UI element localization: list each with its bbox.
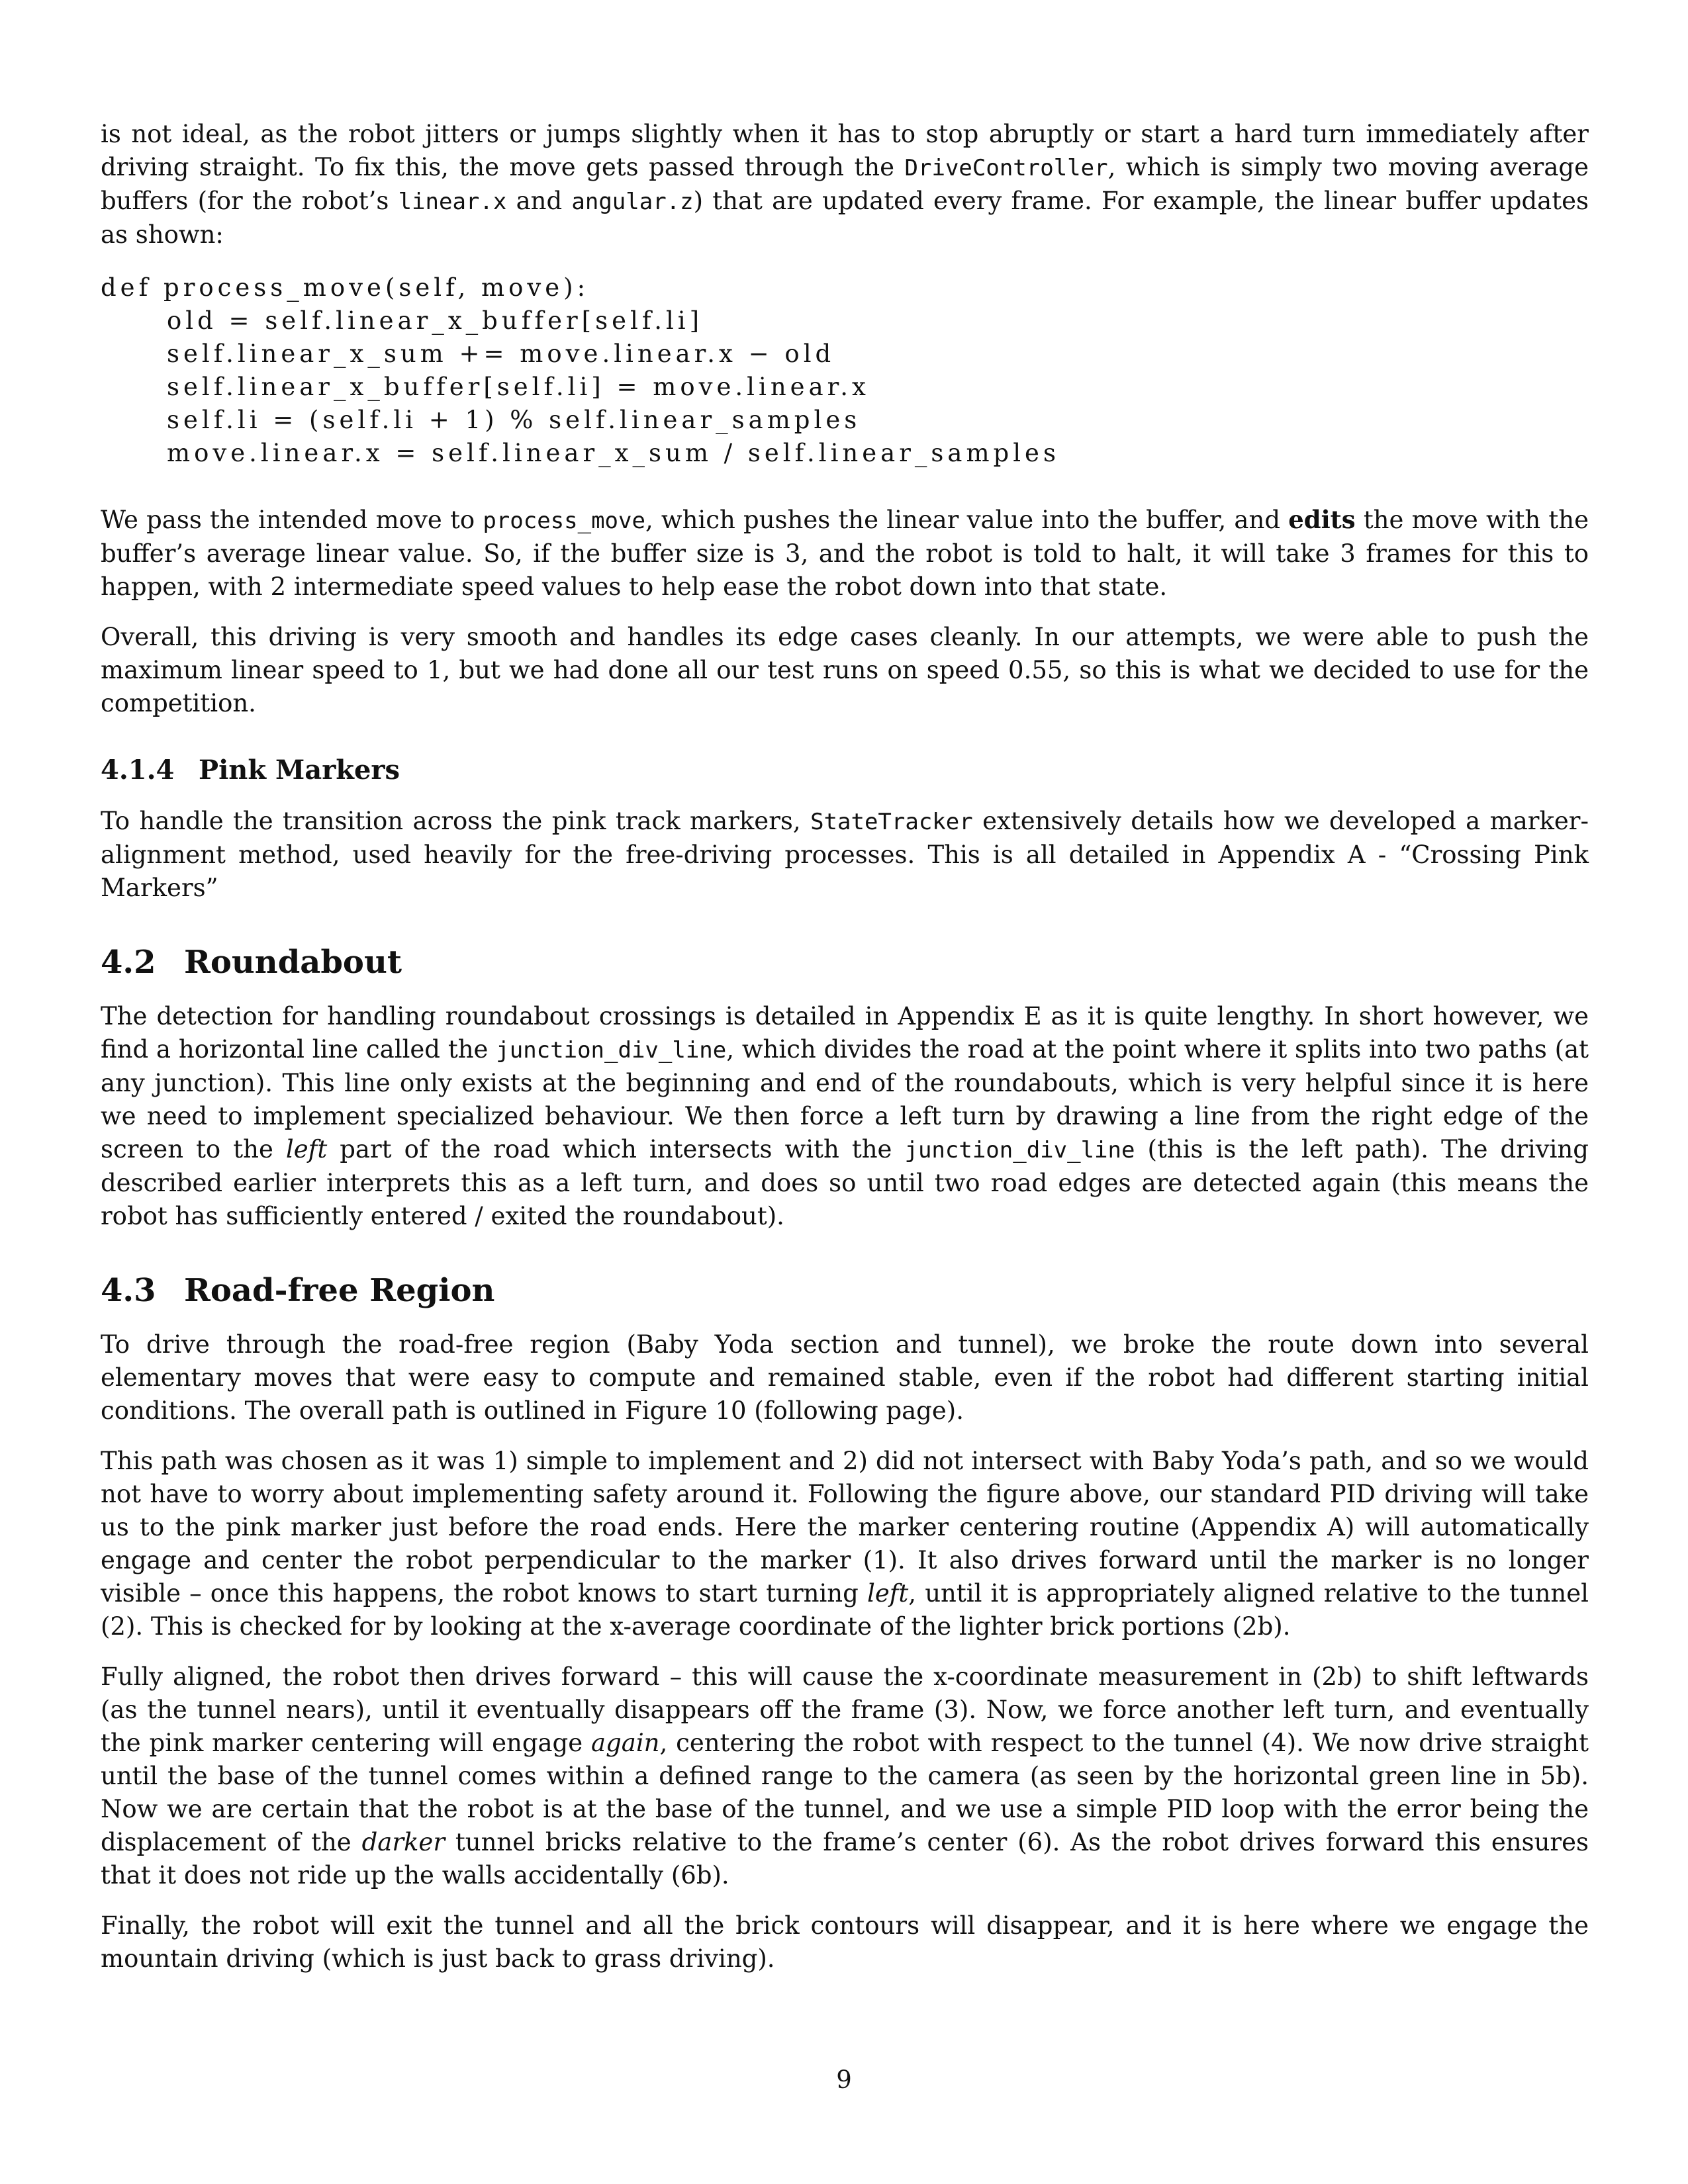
code-line: move.linear.x = self.linear_x_sum / self.linear_samples <box>167 439 1060 467</box>
page-number: 9 <box>836 2066 852 2094</box>
inline-code-process-move: process_move <box>483 508 645 534</box>
paragraph-process-move <box>101 503 1589 604</box>
section-title: Road-free Region <box>184 1272 495 1309</box>
text-span: This path was chosen as it was 1) simple to implement and 2) did not intersect with Baby Yoda’s path, and so we would not have to worry about implementing safety around it. Following the figure above, our standard PID driving will take us to the pink marker just before the road ends. Here the marker centering routine (Appendix A) will automatically engage and center the robot perpendicular to the marker (1). It also drives forward until the marker is no longer visible – once this happens, the robot knows to start turning <box>101 1447 1589 1608</box>
section-heading-roundabout <box>101 943 1589 981</box>
paragraph-drive-controller <box>101 118 1589 251</box>
section-number: 4.3 <box>101 1272 156 1309</box>
code-line: self.linear_x_sum += move.linear.x − old <box>167 340 835 368</box>
section-heading-road-free-region <box>101 1271 1589 1310</box>
text-span: extensively details how we developed a marker-alignment method, used heavily for the free-driving processes. This is all detailed in Appendix A - “Crossing Pink Markers” <box>101 807 1589 902</box>
text-span: , until it is appropriately aligned relative to the tunnel (2). This is checked for by looking at the x-average coordinate of the lighter brick portions (2b). <box>101 1579 1589 1641</box>
section-number: 4.1.4 <box>101 754 175 786</box>
italic-text: left <box>867 1579 909 1608</box>
paragraph-overall-driving: Overall, this driving is very smooth and handles its edge cases cleanly. In our attempts, we were able to push the maximum linear speed to 1, but we had done all our test runs on speed 0.55, so this is what we decided to use for the competition. <box>101 623 1589 717</box>
section-title: Roundabout <box>184 944 402 981</box>
code-line: self.li = (self.li + 1) % self.linear_samples <box>167 406 861 434</box>
paragraph-path-choice <box>101 1445 1589 1643</box>
text-span: is not ideal, as the robot jitters or jumps slightly when it has to stop abruptly or start a hard turn immediately after driving straight. To fix this, the move gets passed through the <box>101 120 1589 181</box>
italic-text: left <box>285 1135 328 1163</box>
paragraph-road-free-intro: To drive through the road-free region (Baby Yoda section and tunnel), we broke the route down into several elementary moves that were easy to compute and remained stable, even if the robot had different starting initial conditions. The overall path is outlined in Figure 10 (following page). <box>101 1330 1589 1425</box>
text-span: (this is the left path). The driving described earlier interprets this as a left turn, and does so until two road edges are detected again (this means the robot has sufficiently entered / exited the roundabout). <box>101 1135 1589 1230</box>
paragraph-roundabout <box>101 1000 1589 1233</box>
text-span: , which divides the road at the point where it splits into two paths (at any junction). This line only exists at the beginning and end of the roundabouts, which is very helpful since it is here we need to implement specialized behaviour. We then force a left turn by drawing a line from the right edge of the screen to the <box>101 1035 1589 1163</box>
page-content <box>101 118 1589 1993</box>
text-span: , which is simply two moving average buffers (for the robot’s <box>101 153 1589 215</box>
text-span: We pass the intended move to <box>101 506 483 534</box>
code-line: old = self.linear_x_buffer[self.li] <box>167 306 704 335</box>
inline-code-linear-x: linear.x <box>398 189 507 215</box>
italic-text: darker <box>361 1828 445 1856</box>
text-span: tunnel bricks relative to the frame’s center (6). As the robot drives forward this ensures that it does not ride up the walls accidentally (6b). <box>101 1828 1589 1889</box>
italic-text: again <box>591 1729 660 1757</box>
inline-code-statetracker: StateTracker <box>810 809 973 835</box>
code-line: def process_move(self, move): <box>101 273 590 302</box>
subsection-heading-pink-markers <box>101 753 1589 788</box>
text-span: To handle the transition across the pink track markers, <box>101 807 811 835</box>
bold-text: edits <box>1288 505 1356 534</box>
text-span: and <box>506 187 572 215</box>
code-listing <box>101 271 1589 470</box>
text-span: The detection for handling roundabout crossings is detailed in Appendix E as it is quite lengthy. In short however, we find a horizontal line called the <box>101 1002 1589 1064</box>
inline-code-junction-div-line: junction_div_line <box>904 1137 1135 1163</box>
text-span: part of the road which intersects with the <box>327 1135 905 1163</box>
paragraph-tunnel-exit: Finally, the robot will exit the tunnel and all the brick contours will disappear, and it is here where we engage the mountain driving (which is just back to grass driving). <box>101 1911 1589 1973</box>
paragraph-pink-markers <box>101 805 1589 905</box>
text-span: , which pushes the linear value into the buffer, and <box>645 506 1289 534</box>
inline-code-drivecontroller: DriveController <box>904 155 1108 181</box>
text-span: Fully aligned, the robot then drives forward – this will cause the x-coordinate measurement in (2b) to shift leftwards (as the tunnel nears), until it eventually disappears off the frame (3). Now, we force another left turn, and eventually the pink marker centering will engage <box>101 1662 1589 1757</box>
text-span: ) that are updated every frame. For example, the linear buffer updates as shown: <box>101 187 1589 249</box>
section-title: Pink Markers <box>199 754 400 786</box>
section-number: 4.2 <box>101 944 156 981</box>
code-line: self.linear_x_buffer[self.li] = move.linear.x <box>167 373 870 401</box>
paragraph-tunnel-alignment <box>101 1661 1589 1892</box>
inline-code-junction-div-line: junction_div_line <box>496 1037 727 1064</box>
text-span: the move with the buffer’s average linear value. So, if the buffer size is 3, and the robot is told to halt, it will take 3 frames for this to happen, with 2 intermediate speed values to help ease the robot down into that state. <box>101 506 1589 601</box>
inline-code-angular-z: angular.z <box>571 189 694 215</box>
text-span: , centering the robot with respect to the tunnel (4). We now drive straight until the base of the tunnel comes within a defined range to the camera (as seen by the horizontal green line in 5b). Now we are certain that the robot is at the base of the tunnel, and we use a simple PID loop with the error being the displacement of the <box>101 1729 1589 1856</box>
